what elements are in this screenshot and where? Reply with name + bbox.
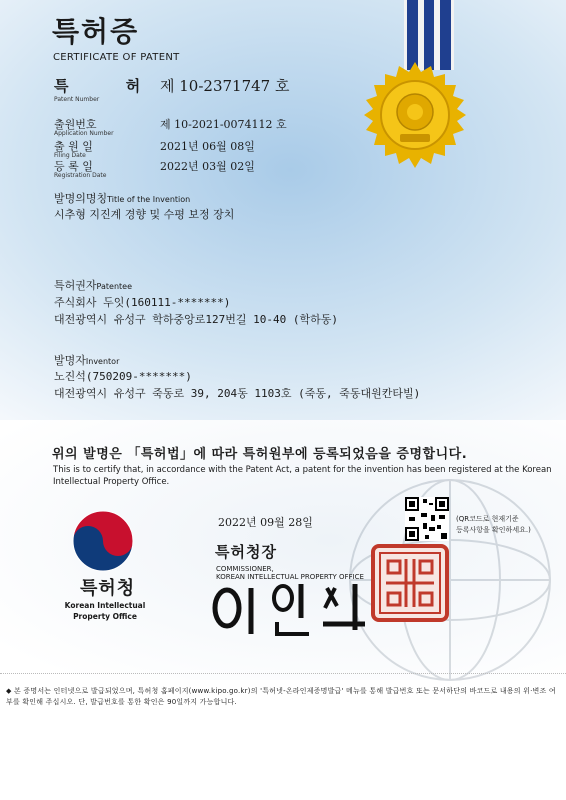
patentee-label-en: Patentee (96, 282, 132, 291)
filing-date-sublabel: Filing Date (54, 152, 86, 159)
commissioner-signature-icon (205, 578, 375, 638)
commissioner-title-en-line1: COMMISSIONER, (216, 565, 274, 573)
certificate-title: 특허증 (52, 15, 140, 48)
application-number-sublabel: Application Number (54, 130, 114, 137)
certification-statement-ko: 위의 발명은 「특허법」에 따라 특허원부에 등록되었음을 증명합니다. (52, 447, 468, 462)
registration-date-value: 2022년 03월 02일 (160, 160, 255, 173)
patentee-address: 대전광역시 유성구 학하중앙로127번길 10-40 (학하동) (54, 313, 338, 326)
inventor-heading (54, 352, 119, 368)
application-number-label: 출원번호 (54, 118, 97, 131)
footer-divider (0, 673, 566, 675)
invention-title-heading (54, 190, 190, 206)
patentee-name: 주식회사 두잇(160111-*******) (54, 296, 231, 309)
inventor-label-ko: 발명자 (54, 354, 86, 367)
kipo-logo-icon (70, 508, 136, 574)
kipo-name-en-line2: Property Office (73, 612, 137, 621)
patent-number-label: 특 허 (54, 77, 167, 95)
patentee-label-ko: 특허권자 (54, 279, 97, 292)
inventor-address: 대전광역시 유성구 죽동로 39, 204동 1103호 (죽동, 죽동대원칸타빌) (54, 387, 421, 400)
inventor-label-en: Inventor (85, 357, 120, 366)
application-number-value: 제 10-2021-0074112 호 (160, 118, 287, 131)
qr-note-line2: 등록사항을 확인하세요.) (456, 526, 531, 534)
registration-date-sublabel: Registration Date (54, 172, 107, 179)
invention-label-en: Title of the Invention (107, 195, 191, 204)
patentee-heading (54, 277, 132, 293)
issue-date: 2022년 09월 28일 (218, 516, 313, 529)
invention-label-ko: 발명의명칭 (54, 192, 108, 205)
invention-title: 시추형 지진계 경향 및 수평 보정 장치 (54, 208, 235, 221)
filing-date-label: 출 원 일 (54, 140, 93, 153)
patent-number-value: 제 10-2371747 호 (160, 77, 290, 95)
official-seal-icon (370, 543, 450, 623)
kipo-name-ko: 특허청 (80, 578, 136, 599)
qr-note-line1: (QR코드로 현재기준 (456, 515, 519, 523)
inventor-name: 노진석(750209-*******) (54, 370, 192, 383)
commissioner-title-en-line2: KOREAN INTELLECTUAL PROPERTY OFFICE (216, 573, 364, 581)
certification-statement-en: This is to certify that, in accordance with the Patent Act, a patent for the invention has been registered at the Korean Intellectual Property Office. (53, 465, 552, 487)
certificate-subtitle: CERTIFICATE OF PATENT (53, 52, 180, 63)
qr-code-icon[interactable] (405, 497, 449, 541)
filing-date-value: 2021년 06월 08일 (160, 140, 255, 153)
commissioner-title-ko: 특허청장 (215, 543, 277, 561)
registration-date-label: 등 록 일 (54, 160, 93, 173)
kipo-name-en (60, 600, 150, 622)
kipo-name-en-line1: Korean Intellectual (64, 601, 146, 610)
patent-number-sublabel: Patent Number (54, 96, 100, 103)
gold-seal-icon (360, 60, 470, 170)
footer-notice: ◆ 본 증명서는 인터넷으로 발급되었으며, 특허청 홈페이지(www.kipo.go.kr)의 '특허넷-온라인제증명발급' 메뉴를 통해 발급번호 또는 문서하단의 바코드로 내용의 위·변조 여부를 확인해 주십시오. 단, 발급번호를 통한 확인은 90일까지 가능합니다. (6, 687, 556, 706)
qr-note (456, 514, 531, 536)
